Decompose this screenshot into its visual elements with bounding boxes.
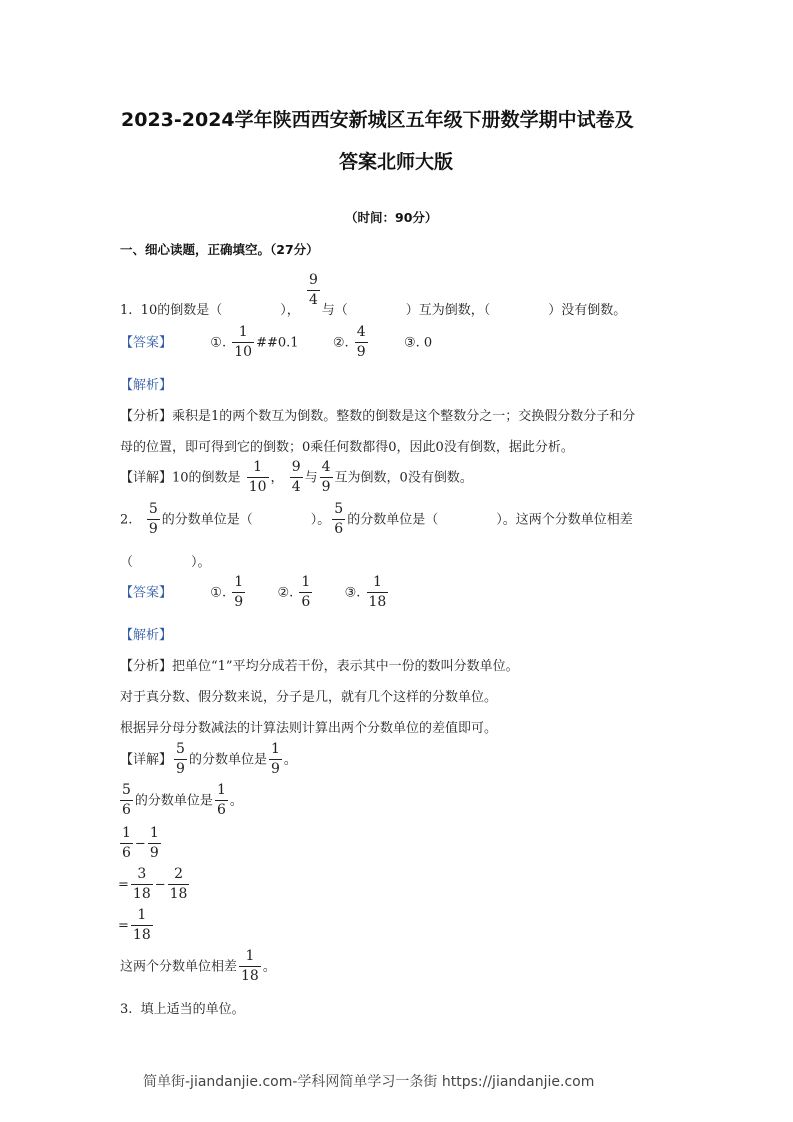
q2-detail-5: = $\frac{1}{18}$ <box>118 907 151 944</box>
page-title-line1: 2023-2024学年陕西西安新城区五年级下册数学期中试卷及 <box>121 109 634 131</box>
q1-fraction: $\frac{9}{4}$ <box>309 272 318 309</box>
q1-answer: 【答案】 ①. $\frac{1}{10}$ ##0.1 ②. $\frac{4}{9}$ ③. 0 <box>120 324 433 361</box>
section-heading: 一、细心读题，正确填空。（27分） <box>120 242 319 257</box>
time-note: （时间：90分） <box>345 210 438 225</box>
page-title-line2: 答案北师大版 <box>339 151 454 173</box>
page-footer: 简单街-jiandanjie.com-学科网简单学习一条街 https://jiandanjie.com <box>143 1074 595 1090</box>
q1-analysis-line1: 【分析】乘积是1的两个数互为倒数。整数的倒数是这个整数分之一；交换假分数分子和分 <box>120 409 636 424</box>
answer-label: 【答案】 <box>120 335 173 351</box>
q2-question-cont: （ ）。 <box>120 555 211 570</box>
q2-detail-1: 【详解】 $\frac{5}{9}$ 的分数单位是 $\frac{1}{9}$ 。 <box>120 741 297 778</box>
q2-jiexi-label: 【解析】 <box>120 628 173 643</box>
q1-question: 1. 10的倒数是（ ）， 与（ ）互为倒数，（ ）没有倒数。 <box>120 303 627 318</box>
q1-jiexi-label: 【解析】 <box>120 378 173 393</box>
q3-question: 3. 填上适当的单位。 <box>120 1002 245 1017</box>
q2-analysis-line1: 【分析】把单位“1”平均分成若干份，表示其中一份的数叫分数单位。 <box>120 659 519 674</box>
q2-detail-4: = $\frac{3}{18}$ − $\frac{2}{18}$ <box>118 866 188 903</box>
q2-analysis-line3: 根据异分母分数减法的计算法则计算出两个分数单位的差值即可。 <box>120 721 498 736</box>
q2-question: 2. $\frac{5}{9}$ 的分数单位是（ ）。 $\frac{5}{6}$ 的分数单位是（ ）。这两个分数单位相差 <box>120 501 633 538</box>
q2-detail-3: $\frac{1}{6}$ − $\frac{1}{9}$ <box>122 825 159 862</box>
q2-answer: 【答案】 ①. $\frac{1}{9}$ ②. $\frac{1}{6}$ ③. $\frac{1}{18}$ <box>120 574 387 611</box>
q2-detail-6: 这两个分数单位相差 $\frac{1}{18}$ 。 <box>120 948 276 985</box>
q1-detail: 【详解】10的倒数是 $\frac{1}{10}$ ， $\frac{9}{4}$ 与 $\frac{4}{9}$ 互为倒数，0没有倒数。 <box>120 459 473 496</box>
answer-label: 【答案】 <box>120 585 173 601</box>
q1-analysis-line2: 母的位置，即可得到它的倒数；0乘任何数都得0，因此0没有倒数，据此分析。 <box>120 440 574 455</box>
q2-analysis-line2: 对于真分数、假分数来说，分子是几，就有几个这样的分数单位。 <box>120 690 498 705</box>
q2-detail-2: $\frac{5}{6}$ 的分数单位是 $\frac{1}{6}$ 。 <box>122 782 243 819</box>
